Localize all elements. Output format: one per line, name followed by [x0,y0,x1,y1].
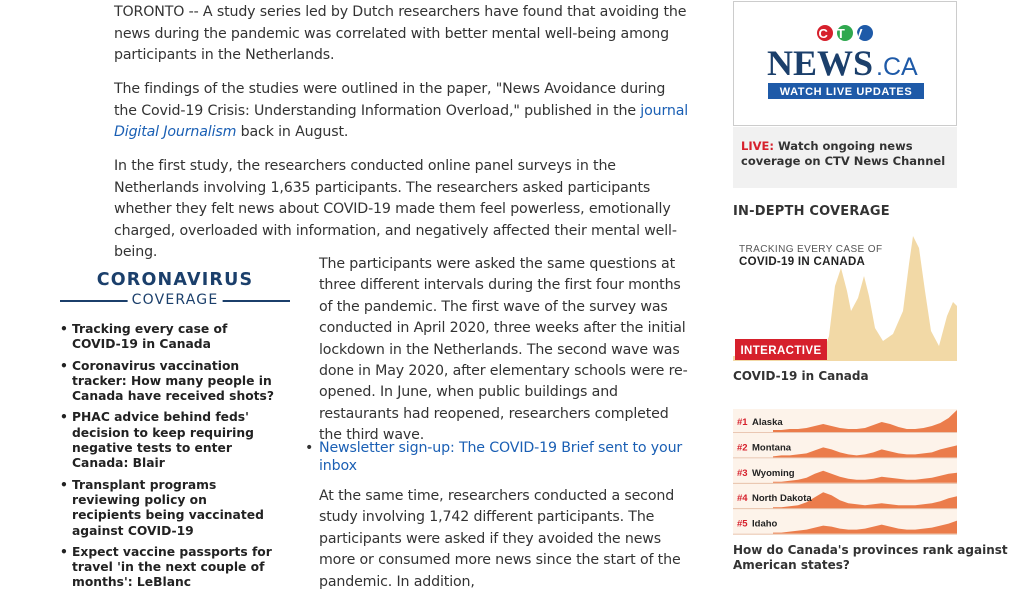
bullet: • [60,322,68,336]
state-rank: #2 [737,442,748,454]
tile1-line1: TRACKING EVERY CASE OF [739,244,883,255]
bullet: • [60,477,68,492]
tile1-caption-link[interactable]: COVID-19 in Canada [733,369,869,383]
state-rank: #3 [737,467,748,479]
state-name: Idaho [752,518,778,530]
coverage-link-3[interactable] [60,410,275,471]
coverage-link-text: PHAC advice behind feds' decision to keep requiring negative tests to enter Canada: Blair [72,410,254,471]
bullet: • [60,358,68,373]
live-text: Watch ongoing news coverage on CTV News Channel [741,139,946,168]
state-name: Wyoming [752,467,795,479]
paragraph-text: back in August. [236,124,349,140]
bullet: • [60,410,68,425]
paragraph-text: The findings of the studies were outlined in the paper, "News Avoidance during the Covid-19 Crisis: Understanding Information Overload," published in the [114,81,666,119]
logo-ctv-text: CTV [818,26,872,41]
watch-live-text: WATCH LIVE UPDATES [779,86,913,98]
coverage-link-text: Transplant programs reviewing policy on recipients being vaccinated against COVID-19 [72,477,264,538]
coverage-link-5[interactable] [60,545,275,591]
coverage-title: CORONAVIRUS [96,270,254,290]
state-rank: #4 [737,493,748,505]
coverage-link-1[interactable] [60,322,275,353]
state-rank: #5 [737,518,748,530]
live-coverage-link[interactable] [733,127,957,188]
tile2-caption-link[interactable]: How do Canada's provinces rank against American states? [733,543,1008,572]
coverage-link-2[interactable] [60,359,275,405]
coverage-link-4[interactable] [60,478,275,539]
digital-journalism-link-text: Digital Journalism [114,124,237,140]
newsletter-link-text: Newsletter sign-up: The COVID-19 Brief sent to your inbox [319,440,683,474]
interactive-badge-text: INTERACTIVE [740,345,822,357]
article-paragraph-2 [114,79,690,144]
coverage-subtitle: COVERAGE [128,292,223,308]
bullet: • [60,544,68,559]
covid-canada-tile[interactable] [733,236,957,361]
live-label: LIVE: [741,139,774,153]
in-depth-coverage-heading: IN-DEPTH COVERAGE [733,204,890,219]
journal-link[interactable]: journal [640,102,689,119]
state-ranking-graphic [733,409,957,535]
coverage-link-text: Coronavirus vaccination tracker: How many people in Canada have received shots? [72,358,274,404]
state-rank: #1 [737,417,748,428]
logo-news-text: NEWS [767,43,874,83]
article-paragraph-5: At the same time, researchers conducted a second study involving 1,742 different participants. The participants were asked if they avoided the news more or consumed more news since the start of the pandemic. In addition, [319,488,681,590]
state-name: Alaska [752,417,783,428]
coverage-link-text: Expect vaccine passports for travel 'in the next couple of months': LeBlanc [72,544,272,590]
state-name: Montana [752,442,792,454]
ctv-news-logo-ad[interactable] [733,1,957,126]
article-paragraph-1: TORONTO -- A study series led by Dutch researchers have found that avoiding the news during the pandemic was correlated with better mental well-being among participants in the Netherlands. [114,4,687,63]
coverage-link-text: Tracking every case of COVID-19 in Canada [72,322,228,352]
state-ranking-tile[interactable] [733,409,957,535]
tile1-line2: COVID-19 IN CANADA [739,256,866,268]
article-paragraph-4: The participants were asked the same questions at three different intervals during the first four months of the pandemic. The first wave of the survey was conducted in April 2020, three weeks after the initial lockdown in the Netherlands. The second wave was done in May 2020, after elementary schools were re-opened. In June, when public buildings and restaurants had reopened, researchers completed the third wave. [319,256,688,444]
ctv-news-logo [734,2,956,125]
state-name: North Dakota [752,493,812,505]
covid-canada-graphic [733,236,957,361]
coverage-divider [60,292,290,310]
logo-ca-text: .CA [876,53,918,81]
coverage-list [60,322,275,597]
digital-journalism-link[interactable] [114,124,236,140]
newsletter-signup-link[interactable] [305,439,695,475]
article-paragraph-3: In the first study, the researchers conducted online panel surveys in the Netherlands involving 1,635 participants. The researchers asked participants whether they felt news about COVID-19 made them feel powerless, emotionally charged, overloaded with information, and negatively affected their mental well-being. [114,158,677,260]
bullet: • [305,440,314,456]
coronavirus-coverage-header [60,270,290,310]
